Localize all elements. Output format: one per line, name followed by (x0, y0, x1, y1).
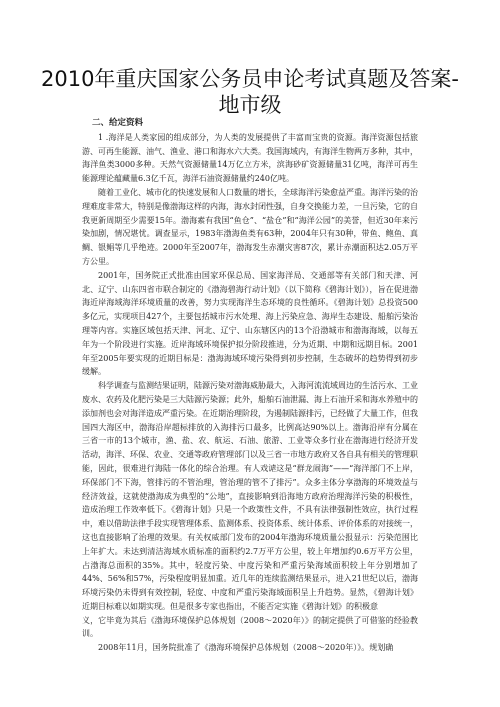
document-title-line2: 地市级 (218, 93, 282, 117)
document-body (82, 117, 418, 655)
paragraph-continuation: 义，它毕竟为其后《渤海环境保护总体规划（2008～2020年）》的制定提供了可借鉴的经验教训。 (82, 615, 418, 639)
paragraph-survey: 科学调查与监测结果证明，陆源污染对渤海威胁最大，入海河流流域周边的生活污水、工业废水、农药及化肥污染是三大陆源污染源；此外，船舶石油泄漏、海上石油开采和海水养殖中的添加剂也会对海洋造成严重污染。在近期治理阶段，为遏制陆源排污，已经做了大量工作，但我国四大海区中，渤海沿岸超标排放的入海排污口最多，比例高达90%以上。渤海沿岸有分属在三省一市的13个城市，渔、盐、农、航运、石油、旅游、工业等众多行业在渤海进行经济开发活动，海洋、环保、农业、交通等政府管理部门以及三省一市地方政府又各自具有相关的管理职能，因此，很难进行海陆一体化的综合治理。有人戏谑这是“群龙闹海”——“海洋部门不上岸，环保部门不下海，管排污的不管治理，管治理的管不了排污”。众多主体分享渤海的环境效益与经济效益，这就使渤海成为典型的“公地”，直接影响到沿海地方政府治理海洋污染的积极性，造成治理工作效率低下。《碧海计划》只是一个政策性文件，不具有法律强制性效应，执行过程中，难以借助法律手段实现管理体系、监测体系、投资体系、统计体系、评价体系的对接统一，这也直接影响了治理的效果。有关权威部门发布的2004年渤海环境质量公报显示：污染范围比上年扩大。未达到清洁海域水质标准的面积约2.7万平方公里，较上年增加约0.6万平方公里，占渤海总面积的35%。其中，轻度污染、中度污染和严重污染海域面积较上年分别增加了44%、56%和57%，污染程度明显加重。近几年的连续监测结果显示，进入21世纪以后，渤海环境污染仍未得到有效控制，轻度、中度和严重污染海域面积呈上升趋势。显然，《碧海计划》近期目标难以如期实现。但是很多专家也指出，不能否定实施《碧海计划》的积极意 (82, 381, 418, 611)
paragraph-resources: 1 .海洋是人类家园的组成部分，为人类的发展提供了丰富而宝贵的资源。海洋资源包括旅游、可再生能源、油气、渔业、港口和海水六大类。我国海域内，有海洋生物两万多种，其中，海洋鱼类3000多种。天然气资源储量14万亿立方米，滨海砂矿资源储量31亿吨，海洋可再生能源理论蕴藏量6.3亿千瓦，海洋石油资源储量约240亿吨。 (82, 132, 418, 184)
document-title-line1: 2010年重庆国家公务员申论考试真题及答案- (40, 67, 460, 91)
section-heading: 二、给定资料 (92, 118, 144, 128)
paragraph-plan-2001: 2001年，国务院正式批准由国家环保总局、国家海洋局、交通部等有关部门和天津、河北、辽宁、山东四省市联合制定的《渤海碧海行动计划》（以下简称《碧海计划》），旨在促进渤海近岸海域海洋环境质量的改善，努力实现海洋生态环境的良性循环。《碧海计划》总投资500多亿元，实现项目427个，主要包括城市污水处理、海上污染应急、海岸生态建设、船舶污染治理等内容。实施区域包括天津、河北、辽宁、山东辖区内的13个沿渤城市和渤海海域，以每五年为一个阶段进行实施。近岸海域环境保护拟分阶段推进，分为近期、中期和远期目标。2001年至2005年要实现的近期目标是：渤海海域环境污染得到初步控制，生态破坏的趋势得到初步缓解。 (82, 270, 418, 377)
paragraph-plan-2008: 2008年11月，国务院批准了《渤海环境保护总体规划（2008～2020年）》。规划确 (98, 643, 394, 653)
paragraph-pollution: 随着工业化、城市化的快速发展和人口数量的增长，全球海洋污染愈益严重。海洋污染的治理难度非常大，特别是像渤海这样的内海，海水封闭性强，自身交换能力差，一旦污染，它的自我更新周期至少需要15年。渤海素有我国“鱼仓”、“盐仓”和“海洋公园”的美誉，但近30年来污染加剧，情况堪忧。调查显示，1983年渤海鱼类有63种，2004年只有30种，带鱼、鲍鱼、真鲷、银鲳等几乎绝迹。2000年至2007年，渤海发生赤潮灾害87次，累计赤潮面积达2.05万平方公里。 (82, 187, 418, 266)
